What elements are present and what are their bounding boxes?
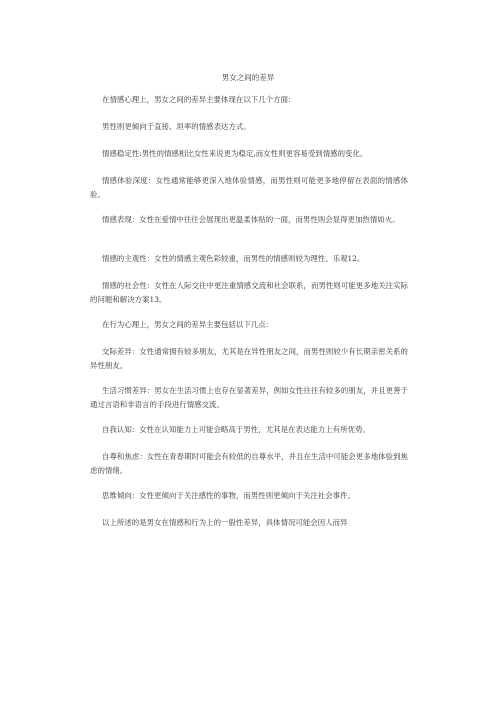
paragraph-emotional-expression: 情感表现：女性在爱情中往往会展现出更温柔体贴的一面，而男性则会显得更加热情如火。 xyxy=(102,215,400,224)
paragraph-emotional-stability: 情感稳定性:男性的情感相比女性来说更为稳定,而女性则更容易受到情感的变化。 xyxy=(102,149,368,158)
paragraph-intro-behavioral: 在行为心理上，男女之间的差异主要包括以下几点： xyxy=(102,320,274,329)
paragraph-habit-difference: 生活习惯差异：男女在生活习惯上也存在显著差异，例如女性往往有较多的朋友，并且更善于通过言语和非语言的手段进行情感交流。 xyxy=(90,386,408,409)
paragraph-self-cognition: 自我认知：女性在认知能力上可能会略高于男性，尤其是在表达能力上有所优势。 xyxy=(102,425,370,434)
paragraph-thinking-tendency: 思维倾向：女性更倾向于关注感性的事物，而男性则更倾向于关注社会事件。 xyxy=(102,491,355,500)
document-title: 男女之间的差异 xyxy=(221,73,275,82)
paragraph-emotional-depth: 情感体验深度：女性通常能够更深入地体验情感，而男性则可能更多地停留在表面的情感体验。 xyxy=(90,176,408,199)
paragraph-self-esteem-anxiety: 自尊和焦虑：女性在青春期时可能会有较低的自尊水平，并且在生活中可能会更多地体验到焦虑的情绪。 xyxy=(90,452,408,475)
paragraph-sociality: 情感的社会性：女性在人际交往中更注重情感交流和社会联系，而男性则可能更多地关注实际的问题和解决方案13。 xyxy=(90,281,408,304)
paragraph-subjectivity: 情感的主观性：女性的情感主观色彩较重，而男性的情感则较为理性、乐观12。 xyxy=(102,254,365,263)
paragraph-social-difference: 交际差异：女性通常拥有较多朋友，尤其是在异性朋友之间，而男性则较少有长期亲密关系的异性朋友。 xyxy=(90,347,408,370)
paragraph-intro-emotional: 在情感心理上，男女之间的差异主要体现在以下几个方面： xyxy=(102,95,296,104)
paragraph-male-expression: 男性则更倾向于直接、坦率的情感表达方式。 xyxy=(102,122,251,131)
paragraph-conclusion: 以上所述的是男女在情感和行为上的一般性差异，具体情况可能会因人而异 xyxy=(102,518,348,527)
